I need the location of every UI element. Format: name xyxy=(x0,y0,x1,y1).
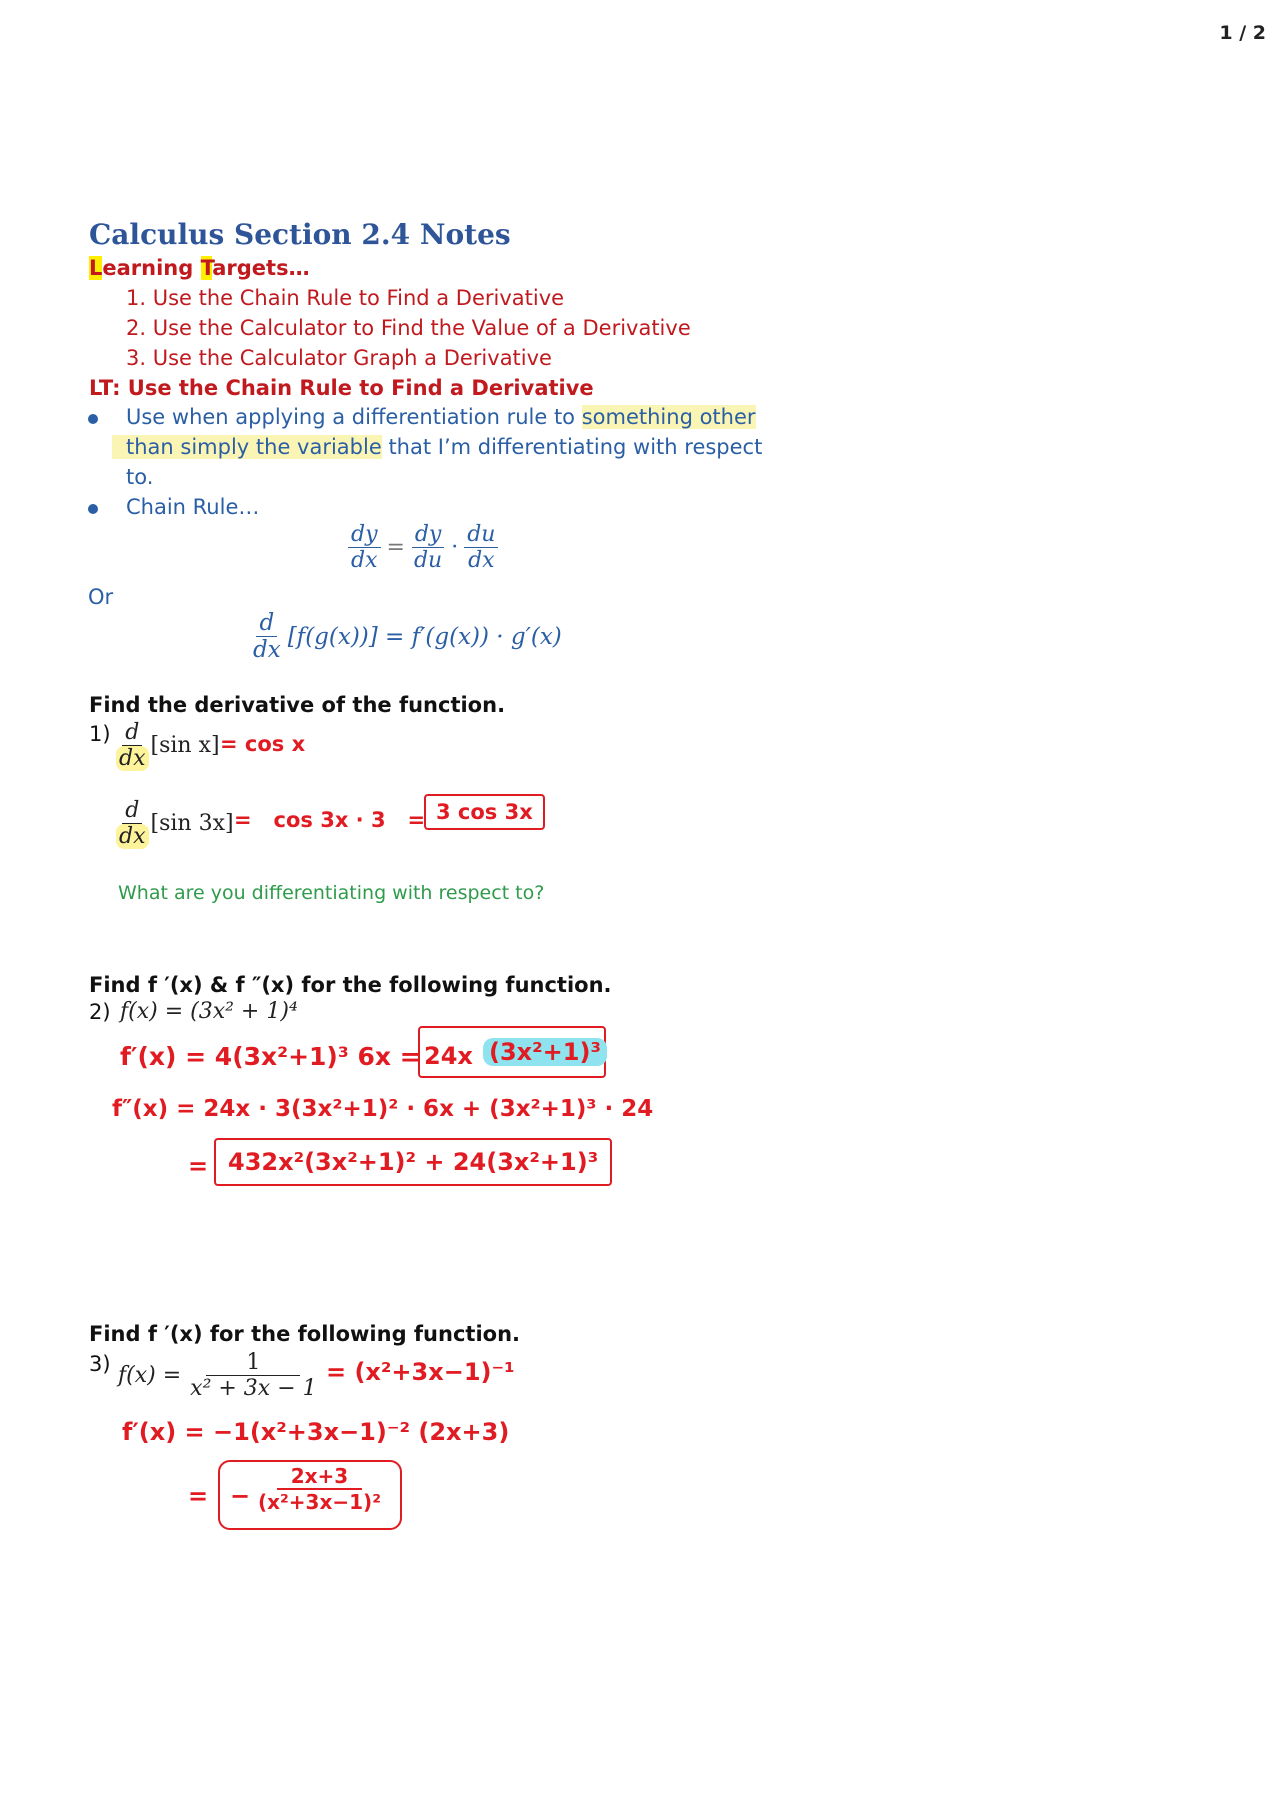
bullet-1-line-1 xyxy=(126,405,756,429)
heading-letter-l: L xyxy=(89,256,103,280)
frac-den: dx xyxy=(468,548,495,573)
bullet-1-line-3: to. xyxy=(126,465,154,489)
frac-num: d xyxy=(256,610,277,637)
or-label: Or xyxy=(88,585,114,609)
problem-1-label: 1) xyxy=(89,722,111,746)
heading-letter-t: T xyxy=(200,256,213,280)
page-title: Calculus Section 2.4 Notes xyxy=(89,218,511,251)
problem-2-boxed-coefficient: 24x xyxy=(424,1042,473,1070)
target-item-2: 2. Use the Calculator to Find the Value of a Derivative xyxy=(126,316,691,340)
problem-2-function: f(x) = (3x² + 1)⁴ xyxy=(120,999,298,1024)
problem-3-line-1: f′(x) = −1(x²+3x−1)⁻² (2x+3) xyxy=(122,1418,510,1446)
problem-3-label: 3) xyxy=(89,1352,111,1376)
problem-1b xyxy=(116,798,234,849)
problem-2-line-3-equals: = xyxy=(188,1152,209,1180)
target-item-1: 1. Use the Chain Rule to Find a Derivative xyxy=(126,286,565,310)
equals-sign: = xyxy=(386,535,405,560)
problem-2-line-2: f″(x) = 24x · 3(3x²+1)² · 6x + (3x²+1)³ · 24 xyxy=(112,1096,654,1122)
bullet-2-text: Chain Rule… xyxy=(126,495,260,519)
frac-num: dy xyxy=(412,522,445,548)
bullet-1-text-b: that I’m differentiating with respect xyxy=(381,435,763,459)
problem-1a-expr: [sin x] xyxy=(150,733,220,758)
learning-targets-heading xyxy=(89,256,310,280)
heading-text-earning: earning xyxy=(102,256,201,280)
frac-den: dx xyxy=(116,746,149,771)
bullet-1-highlight-b: than simply the variable xyxy=(112,435,382,459)
frac-den: (x²+3x−1)² xyxy=(258,1490,381,1514)
dot-operator: · xyxy=(451,535,459,560)
frac-den: dx xyxy=(253,637,281,663)
bullet-dot xyxy=(88,414,98,424)
target-item-3: 3. Use the Calculator Graph a Derivative xyxy=(126,346,552,370)
fx-label: f(x) = xyxy=(118,1363,182,1388)
frac-num: d xyxy=(122,798,142,824)
bullet-1-text-a: Use when applying a differentiation rule to xyxy=(126,405,582,429)
problem-2-boxed-factor: (3x²+1)³ xyxy=(483,1038,607,1066)
frac-num: du xyxy=(464,522,498,548)
frac-num: 1 xyxy=(206,1350,300,1376)
section-2-heading: Find f ′(x) & f ″(x) for the following function. xyxy=(89,973,612,997)
frac-num: 2x+3 xyxy=(277,1464,363,1490)
problem-2-line-1: f′(x) = 4(3x²+1)³ 6x = xyxy=(120,1042,421,1071)
bullet-dot xyxy=(88,504,98,514)
problem-1a-answer: = cos x xyxy=(220,732,306,756)
problem-3-answer-fraction xyxy=(258,1464,381,1514)
frac-den: dx xyxy=(116,824,149,849)
frac-num: d xyxy=(122,720,142,746)
frac-den: x² + 3x − 1 xyxy=(190,1376,317,1401)
chain-rule-formula-function xyxy=(250,610,562,663)
problem-3-answer-sign: − xyxy=(230,1482,251,1510)
frac-den: du xyxy=(413,548,443,573)
page-number: 1 / 2 xyxy=(1219,22,1266,44)
problem-3-function xyxy=(118,1350,320,1401)
bullet-1-line-2 xyxy=(112,435,762,459)
problem-1b-expr: [sin 3x] xyxy=(150,811,234,836)
problem-2-second-derivative-answer: 432x²(3x²+1)² + 24(3x²+1)³ xyxy=(214,1138,612,1186)
frac-den: dx xyxy=(351,548,378,573)
problem-1a xyxy=(116,720,220,771)
chain-rule-formula-leibniz xyxy=(348,522,498,573)
bullet-1-highlight-a: something other xyxy=(581,405,756,429)
problem-3-line-2-equals: = xyxy=(188,1482,209,1510)
section-3-heading: Find f ′(x) for the following function. xyxy=(89,1322,521,1346)
problem-1b-work: = cos 3x · 3 = xyxy=(234,808,426,832)
question-prompt: What are you differentiating with respect to? xyxy=(118,882,545,904)
formula-body: [f(g(x))] = f′(g(x)) · g′(x) xyxy=(287,623,562,650)
problem-1b-boxed-answer: 3 cos 3x xyxy=(424,794,545,830)
problem-3-rewrite: = (x²+3x−1)⁻¹ xyxy=(326,1358,515,1386)
frac-num: dy xyxy=(348,522,381,548)
heading-text-argets: argets… xyxy=(212,256,310,280)
lt-chain-rule-heading: LT: Use the Chain Rule to Find a Derivative xyxy=(89,376,594,400)
section-1-heading: Find the derivative of the function. xyxy=(89,693,506,717)
problem-2-label: 2) xyxy=(89,1000,111,1024)
